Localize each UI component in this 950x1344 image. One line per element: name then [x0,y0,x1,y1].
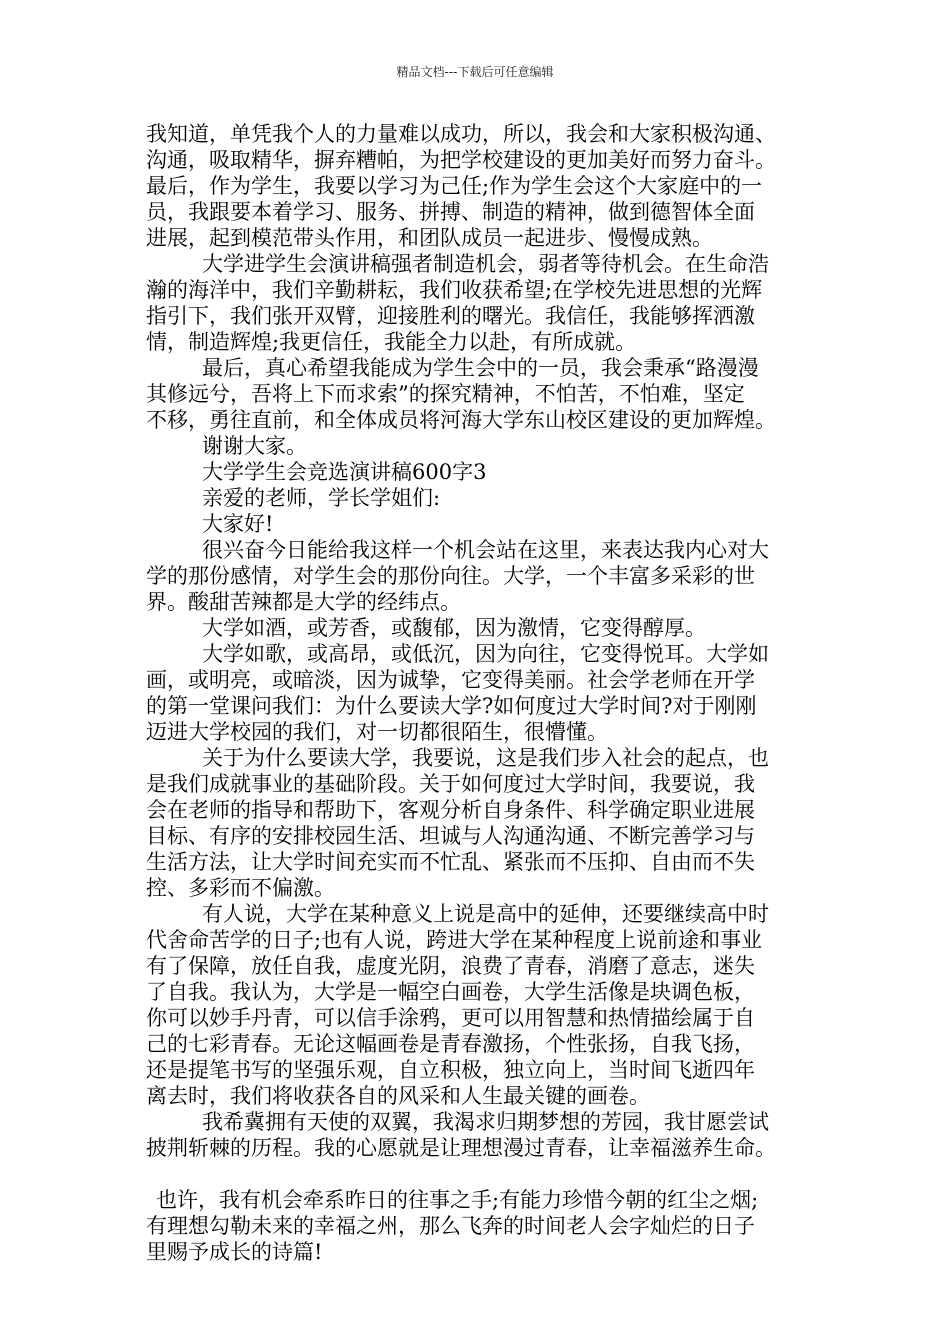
text-line: 大学如歌，或高昂，或低沉，因为向往，它变得悦耳。大学如 [202,642,769,666]
text-line: 大学如酒，或芳香，或馥郁，因为激情，它变得醇厚。 [202,616,706,640]
text-line: 员，我跟要本着学习、服务、拼搏、制造的精神，做到德智体全面 [146,200,755,224]
text-line: 己的七彩青春。无论这幅画卷是青春激扬，个性张扬，自我飞扬， [146,1032,755,1056]
text-line: 大家好! [202,512,274,536]
text-line: 披荆斩棘的历程。我的心愿就是让理想漫过青春，让幸福滋养生命。 [146,1136,776,1160]
text-line: 有理想勾勒未来的幸福之州，那么飞奔的时间老人会字灿烂的日子 [146,1214,755,1238]
text-line: 情，制造辉煌;我更信任，我能全力以赴，有所成就。 [146,330,637,354]
document-body [146,121,818,1265]
text-line: 离去时，我们将收获各自的风采和人生最关键的画卷。 [146,1084,650,1108]
page-header: 精品文档---下载后可任意编辑 [396,65,554,79]
text-line: 有了保障，放任自我，虚度光阴，浪费了青春，消磨了意志，迷失 [146,954,755,978]
text-line: 是我们成就事业的基础阶段。关于如何度过大学时间，我要说，我 [146,772,755,796]
section-title: 大学学生会竞选演讲稿600字3 [202,460,487,484]
text-line: 不移，勇往直前，和全体成员将河海大学东山校区建设的更加辉煌。 [146,408,776,432]
paragraph-gap [146,1161,818,1187]
text-line: 迈进大学校园的我们，对一切都很陌生，很懵懂。 [146,720,608,744]
text-line: 亲爱的老师，学长学姐们: [202,486,441,510]
text-line: 还是提笔书写的坚强乐观，自立积极，独立向上，当时间飞逝四年 [146,1058,755,1082]
text-line: 也许，我有机会牵系昨日的往事之手;有能力珍惜今朝的红尘之烟; [156,1188,759,1212]
text-line: 进展，起到模范带头作用，和团队成员一起进步、慢慢成熟。 [146,226,713,250]
text-line: 指引下，我们张开双臂，迎接胜利的曙光。我信任，我能够挥洒激 [146,304,755,328]
text-line: 画，或明亮，或暗淡，因为诚挚，它变得美丽。社会学老师在开学 [146,668,755,692]
text-line: 很兴奋今日能给我这样一个机会站在这里，来表达我内心对大 [202,538,769,562]
text-line: 生活方法，让大学时间充实而不忙乱、紧张而不压抑、自由而不失 [146,850,755,874]
text-line: 里赐予成长的诗篇! [146,1240,323,1264]
text-line: 目标、有序的安排校园生活、坦诚与人沟通沟通、不断完善学习与 [146,824,755,848]
text-line: 控、多彩而不偏激。 [146,876,335,900]
text-line: 最后，真心希望我能成为学生会中的一员，我会秉承“路漫漫 [202,356,759,380]
text-line: 其修远兮，吾将上下而求索”的探究精神，不怕苦，不怕难，坚定 [146,382,745,406]
text-line: 最后，作为学生，我要以学习为己任;作为学生会这个大家庭中的一 [146,174,763,198]
text-line: 沟通，吸取精华，摒弃糟帕，为把学校建设的更加美好而努力奋斗。 [146,148,776,172]
text-line: 界。酸甜苦辣都是大学的经纬点。 [146,590,461,614]
text-line: 代舍命苦学的日子;也有人说，跨进大学在某种程度上说前途和事业 [146,928,763,952]
text-line: 瀚的海洋中，我们辛勤耕耘，我们收获希望;在学校先进思想的光辉 [146,278,763,302]
text-line: 你可以妙手丹青，可以信手涂鸦，更可以用智慧和热情描绘属于自 [146,1006,755,1030]
text-line: 关于为什么要读大学，我要说，这是我们步入社会的起点，也 [202,746,769,770]
text-line: 我知道，单凭我个人的力量难以成功，所以，我会和大家积极沟通、 [146,122,776,146]
text-line: 有人说，大学在某种意义上说是高中的延伸，还要继续高中时 [202,902,769,926]
text-line: 的第一堂课问我们：为什么要读大学?如何度过大学时间?对于刚刚 [146,694,757,718]
text-line: 谢谢大家。 [202,434,307,458]
text-line: 了自我。我认为，大学是一幅空白画卷，大学生活像是块调色板， [146,980,755,1004]
text-line: 大学进学生会演讲稿强者制造机会，弱者等待机会。在生命浩 [202,252,769,276]
text-line: 学的那份感情，对学生会的那份向往。大学，一个丰富多采彩的世 [146,564,755,588]
text-line: 会在老师的指导和帮助下，客观分析自身条件、科学确定职业进展 [146,798,755,822]
text-line: 我希冀拥有天使的双翼，我渴求归期梦想的芳园，我甘愿尝试 [202,1110,769,1134]
